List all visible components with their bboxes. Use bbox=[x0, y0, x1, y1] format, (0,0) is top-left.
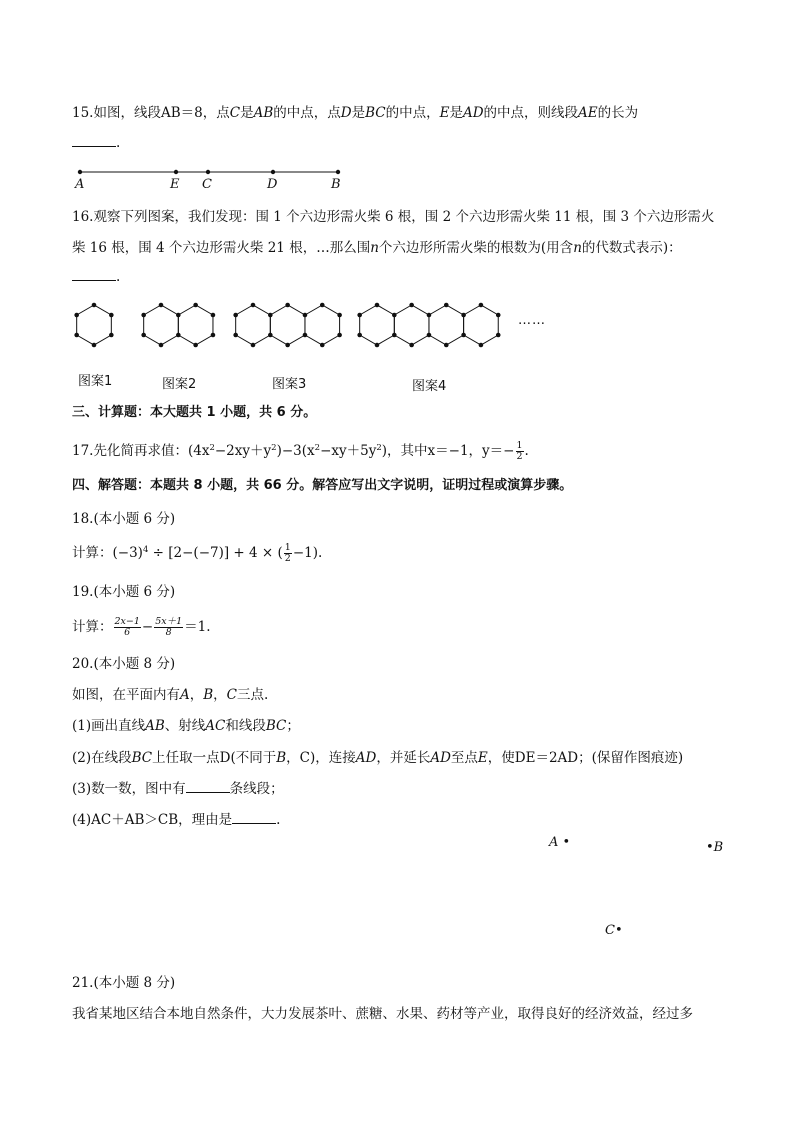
hexagon-pattern-2 bbox=[141, 303, 215, 348]
section-4-heading: 四、解答题：本题共 8 小题，共 66 分。解答应写出文字说明，证明过程或演算步骤。 bbox=[72, 478, 573, 493]
hexagon bbox=[360, 305, 395, 345]
q20-part1: (1)画出直线AB、射线AC和线段BC； bbox=[72, 718, 300, 734]
match-vertex-dot bbox=[211, 333, 216, 338]
q20-point-a-label: A • bbox=[549, 835, 571, 850]
match-vertex-dot bbox=[320, 343, 325, 348]
q19-fraction-2: $\frac{5x+1}{8}$ bbox=[155, 616, 183, 638]
match-vertex-dot bbox=[233, 313, 238, 318]
match-vertex-dot bbox=[251, 343, 256, 348]
match-vertex-dot bbox=[479, 343, 484, 348]
q20-title: 20.(本小题 8 分) bbox=[72, 656, 176, 672]
match-vertex-dot bbox=[409, 343, 414, 348]
q18-fraction: $\frac{1}{2}$ bbox=[284, 542, 291, 564]
label-a: A bbox=[75, 177, 85, 192]
q18-expression: 计算：$(-3)^4 \div [2-(-7)] + 4$ × ( $\frac{1}{2}$ −1). bbox=[72, 542, 323, 564]
q16-hexagon-patterns bbox=[74, 303, 500, 348]
match-vertex-dot bbox=[357, 333, 362, 338]
hexagon-pattern-1 bbox=[74, 303, 113, 348]
match-vertex-dot bbox=[285, 343, 290, 348]
match-vertex-dot bbox=[375, 303, 380, 308]
label-d: D bbox=[267, 177, 278, 192]
q16-answer-blank: . bbox=[72, 268, 120, 286]
label-e: E bbox=[170, 177, 180, 192]
match-vertex-dot bbox=[496, 333, 501, 338]
match-vertex-dot bbox=[193, 303, 198, 308]
label-b: B bbox=[331, 177, 341, 192]
match-vertex-dot bbox=[320, 303, 325, 308]
q19-title: 19.(本小题 6 分) bbox=[72, 584, 176, 600]
figure-label-3: 图案3 bbox=[272, 377, 307, 392]
hexagon bbox=[429, 305, 464, 345]
match-vertex-dot bbox=[159, 303, 164, 308]
match-vertex-dot bbox=[141, 333, 146, 338]
match-vertex-dot bbox=[285, 303, 290, 308]
match-vertex-dot bbox=[74, 333, 79, 338]
match-vertex-dot bbox=[357, 313, 362, 318]
match-vertex-dot bbox=[251, 303, 256, 308]
point-b bbox=[336, 170, 340, 174]
figure-label-2: 图案2 bbox=[162, 377, 197, 392]
match-vertex-dot bbox=[141, 313, 146, 318]
hexagon-pattern-4 bbox=[357, 303, 500, 348]
hexagon bbox=[236, 305, 271, 345]
figure-label-1: 图案1 bbox=[78, 374, 113, 389]
q20-point-c-label: C• bbox=[605, 923, 623, 938]
point-e bbox=[174, 170, 178, 174]
match-vertex-dot bbox=[74, 313, 79, 318]
q15-answer-blank: . bbox=[72, 134, 120, 152]
q15-segment-diagram bbox=[78, 170, 340, 174]
q16-line2: 柴 16 根，围 4 个六边形需火柴 21 根，…那么围n个六边形所需火柴的根数为(用含n的代数式表示)： bbox=[72, 240, 682, 256]
q15-text: 15.如图，线段AB＝8，点C是AB的中点，点D是BC的中点，E是AD的中点，则线段AE的长为 bbox=[72, 105, 639, 121]
q20-part4: (4)AC＋AB＞CB，理由是 . bbox=[72, 812, 281, 828]
q17-text: 17.先化简再求值：$(4x^2-2xy+y^2)-3(x^2-xy+5y^2)$，其中x＝−1，y＝− $\frac{1}{2}$ . bbox=[72, 440, 529, 462]
match-vertex-dot bbox=[233, 333, 238, 338]
hexagon bbox=[394, 305, 429, 345]
hexagon bbox=[77, 305, 112, 345]
match-vertex-dot bbox=[409, 303, 414, 308]
match-vertex-dot bbox=[109, 333, 114, 338]
match-vertex-dot bbox=[444, 343, 449, 348]
label-c: C bbox=[202, 177, 212, 192]
match-vertex-dot bbox=[375, 343, 380, 348]
match-vertex-dot bbox=[496, 313, 501, 318]
section-3-heading: 三、计算题：本大题共 1 小题，共 6 分。 bbox=[72, 405, 317, 420]
hexagon bbox=[144, 305, 179, 345]
match-vertex-dot bbox=[193, 343, 198, 348]
match-vertex-dot bbox=[92, 343, 97, 348]
q18-title: 18.(本小题 6 分) bbox=[72, 511, 176, 527]
point-d bbox=[271, 170, 275, 174]
hexagon bbox=[178, 305, 213, 345]
q19-fraction-1: $\frac{2x-1}{6}$ bbox=[114, 616, 140, 638]
q20-part3: (3)数一数，图中有 条线段； bbox=[72, 781, 284, 797]
q20-part2: (2)在线段BC上任取一点D(不同于B，C)，连接AD，并延长AD至点E，使DE＝2AD；(保留作图痕迹) bbox=[72, 750, 684, 766]
point-a bbox=[78, 170, 82, 174]
ellipsis: …… bbox=[518, 313, 546, 328]
match-vertex-dot bbox=[479, 303, 484, 308]
match-vertex-dot bbox=[211, 313, 216, 318]
hexagon bbox=[305, 305, 340, 345]
match-vertex-dot bbox=[337, 333, 342, 338]
figure-label-4: 图案4 bbox=[412, 379, 447, 394]
q16-line1: 16.观察下列图案，我们发现：围 1 个六边形需火柴 6 根，围 2 个六边形需火柴 11 根，围 3 个六边形需火 bbox=[72, 209, 715, 225]
hexagon-pattern-3 bbox=[233, 303, 342, 348]
match-vertex-dot bbox=[337, 313, 342, 318]
hexagon bbox=[270, 305, 305, 345]
match-vertex-dot bbox=[159, 343, 164, 348]
q19-equation: 计算： $\frac{2x-1}{6}$ − $\frac{5x+1}{8}$ ＝1. bbox=[72, 616, 211, 638]
hexagon bbox=[464, 305, 499, 345]
q21-line1: 我省某地区结合本地自然条件，大力发展茶叶、蔗糖、水果、药材等产业，取得良好的经济效益，经过多 bbox=[72, 1006, 693, 1022]
match-vertex-dot bbox=[92, 303, 97, 308]
q20-point-b-label: •B bbox=[706, 840, 724, 855]
q20-intro: 如图，在平面内有A，B，C三点. bbox=[72, 687, 269, 703]
point-c bbox=[206, 170, 210, 174]
q21-title: 21.(本小题 8 分) bbox=[72, 975, 176, 991]
q17-fraction: $\frac{1}{2}$ bbox=[516, 440, 523, 462]
match-vertex-dot bbox=[109, 313, 114, 318]
match-vertex-dot bbox=[444, 303, 449, 308]
